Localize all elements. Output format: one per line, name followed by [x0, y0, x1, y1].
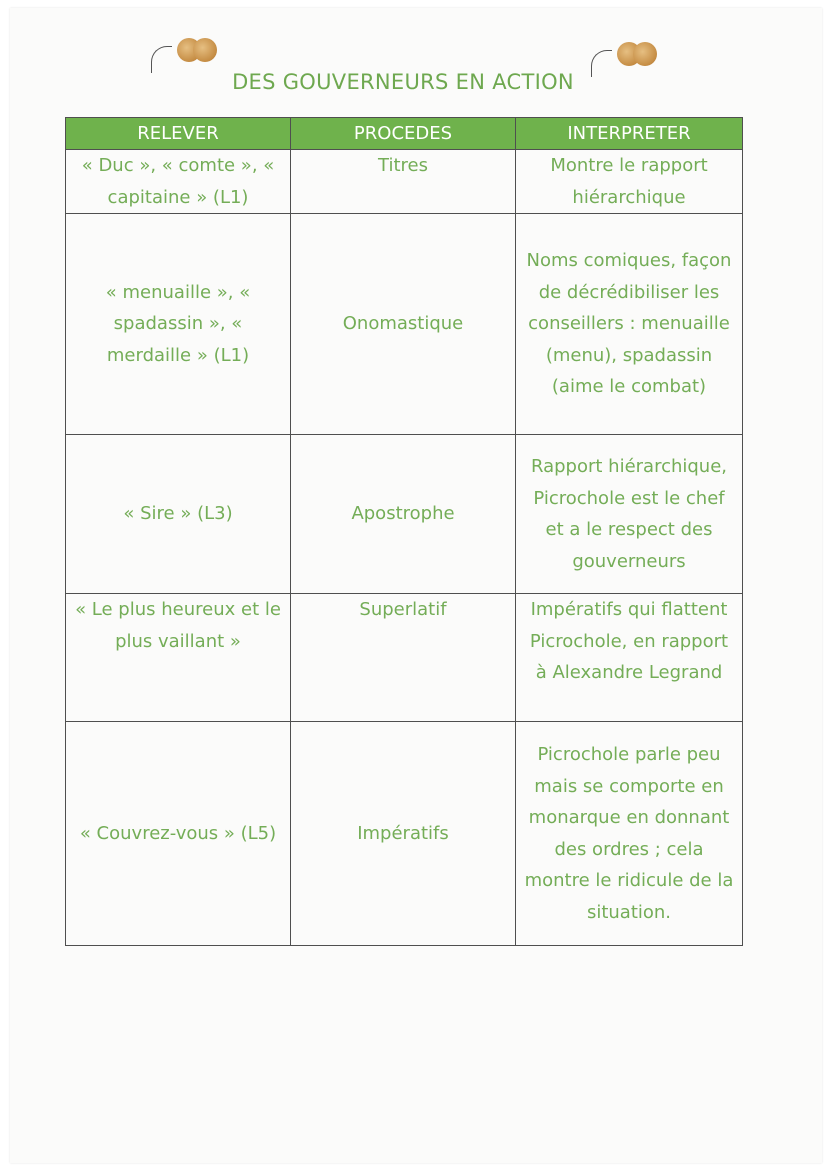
cell-interpreter: Impératifs qui flattent Picrochole, en rapport à Alexandre Legrand	[516, 594, 743, 722]
cell-interpreter: Picrochole parle peu mais se comporte en monarque en donnant des ordres ; cela montre le ridicule de la situation.	[516, 722, 743, 946]
cell-interpreter: Montre le rapport hiérarchique	[516, 150, 743, 214]
analysis-table	[65, 117, 743, 946]
cell-procedes: Impératifs	[291, 722, 516, 946]
cell-relever: « Le plus heureux et le plus vaillant »	[66, 594, 291, 722]
header-interpreter: INTERPRETER	[516, 118, 743, 150]
header-relever: RELEVER	[66, 118, 291, 150]
cell-relever: « Duc », « comte », « capitaine » (L1)	[66, 150, 291, 214]
table-row	[66, 435, 743, 594]
cell-relever: « Sire » (L3)	[66, 435, 291, 594]
cell-interpreter: Noms comiques, façon de décrédibiliser les conseillers : menuaille (menu), spadassin (aime le combat)	[516, 214, 743, 435]
page-title: DES GOUVERNEURS EN ACTION	[232, 70, 574, 94]
binder-ring-left	[145, 32, 201, 72]
cell-procedes: Apostrophe	[291, 435, 516, 594]
cell-relever: « Couvrez-vous » (L5)	[66, 722, 291, 946]
table-header-row	[66, 118, 743, 150]
table-row	[66, 214, 743, 435]
table-row	[66, 722, 743, 946]
header-procedes: PROCEDES	[291, 118, 516, 150]
cell-procedes: Titres	[291, 150, 516, 214]
table-row	[66, 150, 743, 214]
cell-relever: « menuaille », « spadassin », « merdaille » (L1)	[66, 214, 291, 435]
table-row	[66, 594, 743, 722]
cell-procedes: Onomastique	[291, 214, 516, 435]
cell-procedes: Superlatif	[291, 594, 516, 722]
cell-interpreter: Rapport hiérarchique, Picrochole est le chef et a le respect des gouverneurs	[516, 435, 743, 594]
